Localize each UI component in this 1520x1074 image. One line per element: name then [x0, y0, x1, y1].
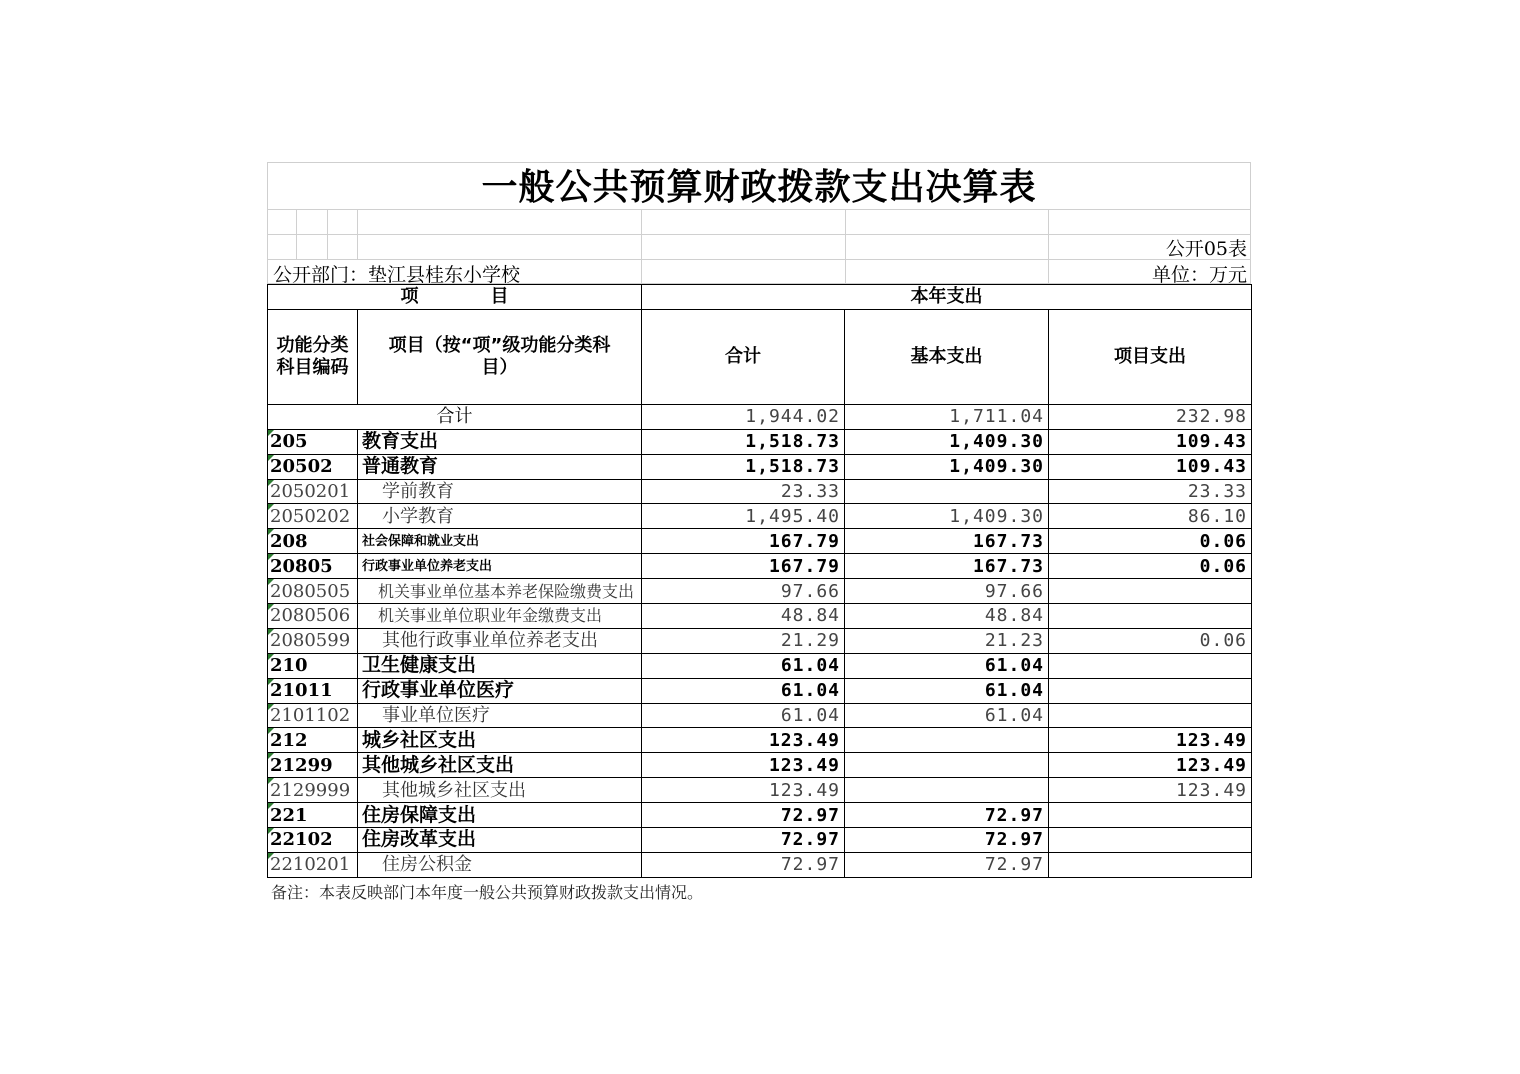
- table-row: [268, 554, 1252, 579]
- page-title: 一般公共预算财政拨款支出决算表: [481, 167, 1037, 208]
- table-row: [268, 728, 1252, 753]
- row-basic: 72.97: [845, 852, 1049, 877]
- row-total: 97.66: [642, 579, 845, 604]
- row-project: 109.43: [1049, 429, 1252, 454]
- row-code: 205: [268, 429, 358, 454]
- row-name: 小学教育: [358, 504, 642, 529]
- row-basic: 1,409.30: [845, 504, 1049, 529]
- total-project: 232.98: [1049, 404, 1252, 429]
- row-basic: [845, 479, 1049, 504]
- total-row: [268, 404, 1252, 429]
- row-name: 住房公积金: [358, 852, 642, 877]
- table-row: [268, 628, 1252, 653]
- row-name: 机关事业单位基本养老保险缴费支出: [358, 579, 642, 604]
- row-basic: 48.84: [845, 604, 1049, 629]
- total-basic: 1,711.04: [845, 404, 1049, 429]
- row-name: 其他城乡社区支出: [358, 753, 642, 778]
- header-row-2: [268, 309, 1252, 404]
- table-row: [268, 504, 1252, 529]
- row-basic: 167.73: [845, 529, 1049, 554]
- row-total: 72.97: [642, 852, 845, 877]
- row-code: 210: [268, 653, 358, 678]
- table-row: [268, 778, 1252, 803]
- row-name: 行政事业单位医疗: [358, 678, 642, 703]
- row-basic: 1,409.30: [845, 429, 1049, 454]
- row-name: 其他城乡社区支出: [358, 778, 642, 803]
- row-name: 行政事业单位养老支出: [358, 554, 642, 579]
- row-project: [1049, 579, 1252, 604]
- row-code: 20502: [268, 454, 358, 479]
- table-row: [268, 454, 1252, 479]
- table-row: [268, 579, 1252, 604]
- row-code: 2050201: [268, 479, 358, 504]
- row-name: 其他行政事业单位养老支出: [358, 628, 642, 653]
- row-basic: 1,409.30: [845, 454, 1049, 479]
- row-basic: 21.23: [845, 628, 1049, 653]
- total-total: 1,944.02: [642, 404, 845, 429]
- row-total: 167.79: [642, 554, 845, 579]
- row-project: [1049, 703, 1252, 728]
- row-code: 21011: [268, 678, 358, 703]
- table-row: [268, 753, 1252, 778]
- table-row: [268, 604, 1252, 629]
- row-basic: 61.04: [845, 653, 1049, 678]
- row-project: 123.49: [1049, 728, 1252, 753]
- table-row: [268, 479, 1252, 504]
- row-project: 109.43: [1049, 454, 1252, 479]
- row-project: [1049, 803, 1252, 828]
- row-code: 2080506: [268, 604, 358, 629]
- row-total: 61.04: [642, 653, 845, 678]
- department-label: 公开部门：垫江县桂东小学校: [273, 264, 521, 286]
- row-total: 123.49: [642, 753, 845, 778]
- row-basic: 72.97: [845, 828, 1049, 853]
- header-project: 项目支出: [1049, 309, 1252, 404]
- header-code: 功能分类科目编码: [268, 309, 358, 404]
- row-code: 2210201: [268, 852, 358, 877]
- table-row: [268, 429, 1252, 454]
- row-code: 2050202: [268, 504, 358, 529]
- row-project: 123.49: [1049, 753, 1252, 778]
- table-row: [268, 803, 1252, 828]
- table-row: [268, 653, 1252, 678]
- row-total: 21.29: [642, 628, 845, 653]
- row-basic: 61.04: [845, 703, 1049, 728]
- header-item: 项 目: [268, 285, 642, 310]
- row-name: 普通教育: [358, 454, 642, 479]
- row-basic: [845, 778, 1049, 803]
- row-project: [1049, 653, 1252, 678]
- row-code: 2080599: [268, 628, 358, 653]
- table-row: [268, 852, 1252, 877]
- row-basic: 167.73: [845, 554, 1049, 579]
- unit-label: 单位：万元: [1151, 264, 1247, 286]
- total-label: 合计: [268, 404, 642, 429]
- row-name: 事业单位医疗: [358, 703, 642, 728]
- row-code: 21299: [268, 753, 358, 778]
- row-name: 卫生健康支出: [358, 653, 642, 678]
- row-total: 1,518.73: [642, 454, 845, 479]
- row-total: 123.49: [642, 728, 845, 753]
- row-project: 0.06: [1049, 554, 1252, 579]
- row-total: 1,495.40: [642, 504, 845, 529]
- row-name: 住房改革支出: [358, 828, 642, 853]
- header-row-1: [268, 285, 1252, 310]
- table-row: [268, 828, 1252, 853]
- row-code: 221: [268, 803, 358, 828]
- row-name: 城乡社区支出: [358, 728, 642, 753]
- header-year-spend: 本年支出: [642, 285, 1252, 310]
- form-number: 公开05表: [1165, 238, 1247, 260]
- row-project: 23.33: [1049, 479, 1252, 504]
- footnote: 备注：本表反映部门本年度一般公共预算财政拨款支出情况。: [271, 883, 704, 902]
- row-basic: 72.97: [845, 803, 1049, 828]
- header-name: 项目（按“项”级功能分类科目）: [358, 309, 642, 404]
- header-basic: 基本支出: [845, 309, 1049, 404]
- row-name: 社会保障和就业支出: [358, 529, 642, 554]
- row-name: 学前教育: [358, 479, 642, 504]
- row-basic: [845, 728, 1049, 753]
- row-total: 167.79: [642, 529, 845, 554]
- row-code: 208: [268, 529, 358, 554]
- table-row: [268, 529, 1252, 554]
- row-code: 2101102: [268, 703, 358, 728]
- row-project: [1049, 828, 1252, 853]
- row-total: 72.97: [642, 803, 845, 828]
- row-code: 2080505: [268, 579, 358, 604]
- row-code: 20805: [268, 554, 358, 579]
- row-code: 2129999: [268, 778, 358, 803]
- row-project: [1049, 604, 1252, 629]
- row-total: 61.04: [642, 678, 845, 703]
- row-basic: 61.04: [845, 678, 1049, 703]
- row-total: 1,518.73: [642, 429, 845, 454]
- row-name: 住房保障支出: [358, 803, 642, 828]
- table-row: [268, 703, 1252, 728]
- row-project: 0.06: [1049, 529, 1252, 554]
- row-code: 22102: [268, 828, 358, 853]
- row-total: 48.84: [642, 604, 845, 629]
- expenditure-table: [267, 284, 1252, 878]
- table-row: [268, 678, 1252, 703]
- row-project: 123.49: [1049, 778, 1252, 803]
- row-name: 机关事业单位职业年金缴费支出: [358, 604, 642, 629]
- row-project: [1049, 678, 1252, 703]
- row-code: 212: [268, 728, 358, 753]
- row-total: 123.49: [642, 778, 845, 803]
- row-total: 72.97: [642, 828, 845, 853]
- row-total: 61.04: [642, 703, 845, 728]
- row-project: [1049, 852, 1252, 877]
- header-total: 合计: [642, 309, 845, 404]
- row-name: 教育支出: [358, 429, 642, 454]
- row-basic: [845, 753, 1049, 778]
- row-project: 0.06: [1049, 628, 1252, 653]
- row-total: 23.33: [642, 479, 845, 504]
- row-basic: 97.66: [845, 579, 1049, 604]
- row-project: 86.10: [1049, 504, 1252, 529]
